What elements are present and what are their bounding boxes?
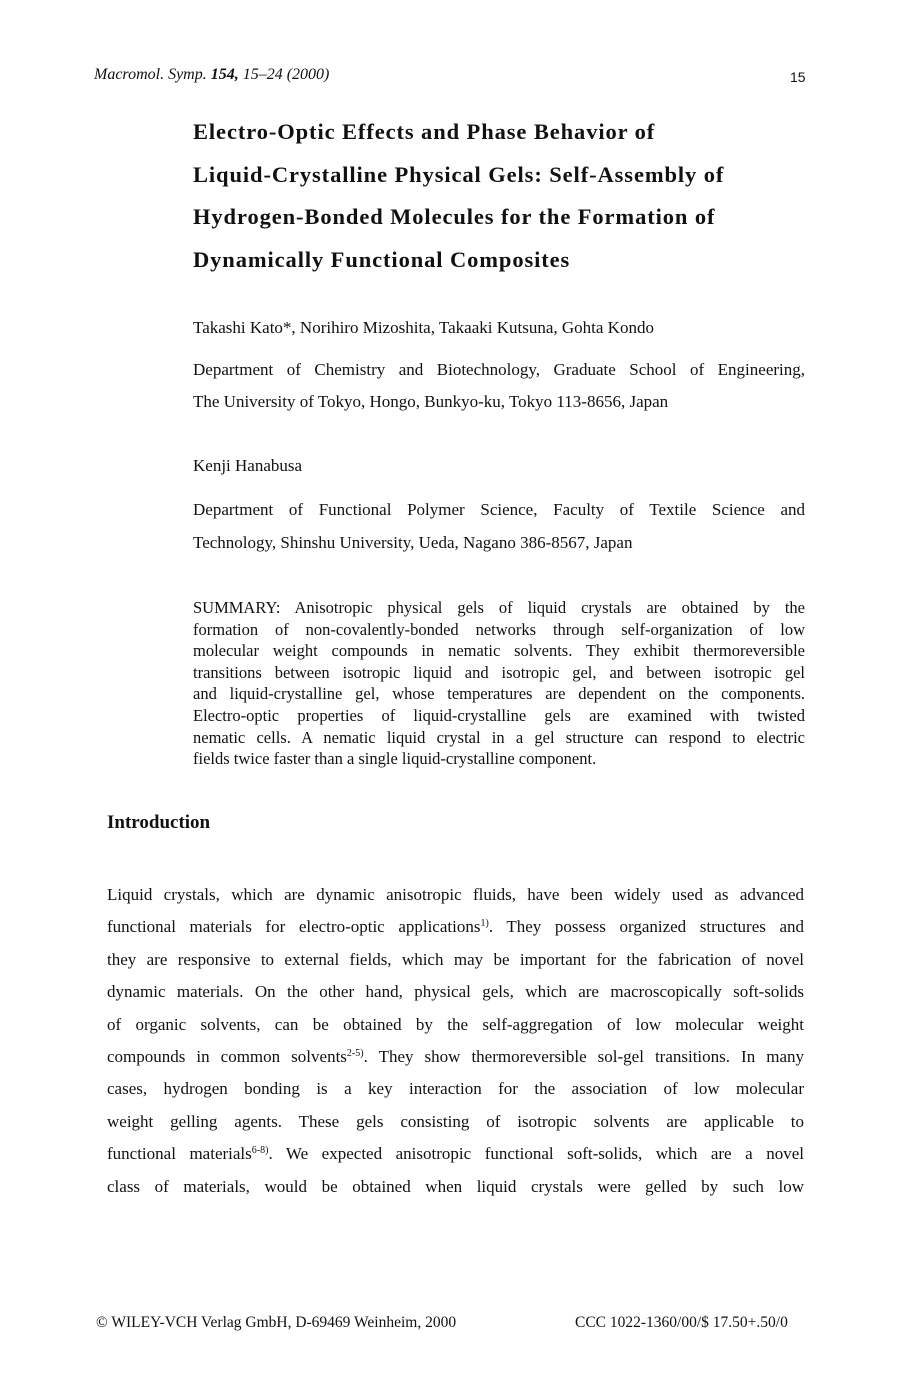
body-line (107, 911, 804, 943)
summary-line: and liquid-crystalline gel, whose temperatures are dependent on the components. (193, 684, 805, 704)
summary-line: transitions between isotropic liquid and isotropic gel, and between isotropic gel (193, 662, 805, 682)
body-line: class of materials, would be obtained when liquid crystals were gelled by such low (107, 1176, 804, 1196)
body-text: functional materials (107, 1144, 252, 1164)
body-line (107, 1041, 804, 1073)
citation: 6-8) (251, 1145, 269, 1157)
journal-pages-year: 15–24 (2000) (238, 66, 330, 83)
authors-shinshu: Kenji Hanabusa (193, 456, 303, 475)
section-heading: Introduction (107, 812, 211, 833)
journal-name: Macromol. Symp. (94, 66, 211, 83)
summary-line: SUMMARY: Anisotropic physical gels of liquid crystals are obtained by the (193, 598, 805, 617)
paper-title (193, 111, 833, 281)
summary (193, 597, 805, 770)
title-line: Liquid-Crystalline Physical Gels: Self-Assembly of (193, 161, 725, 187)
title-line: Electro-Optic Effects and Phase Behavior of (193, 119, 656, 144)
body-line: of organic solvents, can be obtained by the self-aggregation of low molecular weight (107, 1014, 804, 1034)
body-text: . They possess organized structures and (488, 917, 805, 937)
ccc-code-footer: CCC 1022-1360/00/$ 17.50+.50/0 (575, 1314, 788, 1331)
citation: 2-5) (346, 1048, 364, 1060)
body-text: . They show thermoreversible sol-gel transitions. In many (363, 1047, 805, 1067)
journal-volume: 154, (210, 66, 239, 83)
summary-line: molecular weight compounds in nematic solvents. They exhibit thermoreversible (193, 641, 805, 661)
affiliation-shinshu-line: Department of Functional Polymer Science, Faculty of Textile Science and (193, 500, 805, 519)
summary-line: formation of non-covalently-bonded networks through self-organization of low (193, 619, 805, 639)
summary-line: nematic cells. A nematic liquid crystal in a gel structure can respond to electric (193, 727, 805, 747)
title-line: Dynamically Functional Composites (193, 246, 571, 272)
summary-line: fields twice faster than a single liquid-crystalline component. (193, 749, 597, 769)
body-line: Liquid crystals, which are dynamic anisotropic fluids, have been widely used as advanced (107, 885, 804, 904)
title-line: Hydrogen-Bonded Molecules for the Formation of (193, 204, 716, 229)
body-line (107, 1138, 804, 1170)
introduction-body (107, 879, 804, 1203)
body-text: . We expected anisotropic functional soft-solids, which are a novel (268, 1144, 804, 1164)
authors-tokyo: Takashi Kato*, Norihiro Mizoshita, Takaaki Kutsuna, Gohta Kondo (193, 318, 654, 337)
page-number: 15 (790, 69, 806, 85)
summary-line: Electro-optic properties of liquid-crystalline gels are examined with twisted (193, 705, 805, 725)
affiliation-shinshu-line: Technology, Shinshu University, Ueda, Nagano 386-8567, Japan (193, 533, 633, 552)
journal-header (94, 66, 329, 84)
citation: 1) (480, 918, 489, 930)
body-line: they are responsive to external fields, which may be important for the fabrication of novel (107, 949, 804, 969)
body-text: functional materials for electro-optic applications (107, 917, 481, 937)
body-text: compounds in common solvents (107, 1047, 347, 1067)
body-line: cases, hydrogen bonding is a key interaction for the association of low molecular (107, 1079, 804, 1099)
affiliation-tokyo-line: The University of Tokyo, Hongo, Bunkyo-ku, Tokyo 113-8656, Japan (193, 392, 669, 411)
copyright-footer: © WILEY-VCH Verlag GmbH, D-69469 Weinheim, 2000 (96, 1314, 457, 1331)
body-line: dynamic materials. On the other hand, physical gels, which are macroscopically soft-solids (107, 982, 804, 1002)
body-line: weight gelling agents. These gels consisting of isotropic solvents are applicable to (107, 1111, 804, 1131)
affiliation-tokyo-line: Department of Chemistry and Biotechnology, Graduate School of Engineering, (193, 360, 805, 379)
